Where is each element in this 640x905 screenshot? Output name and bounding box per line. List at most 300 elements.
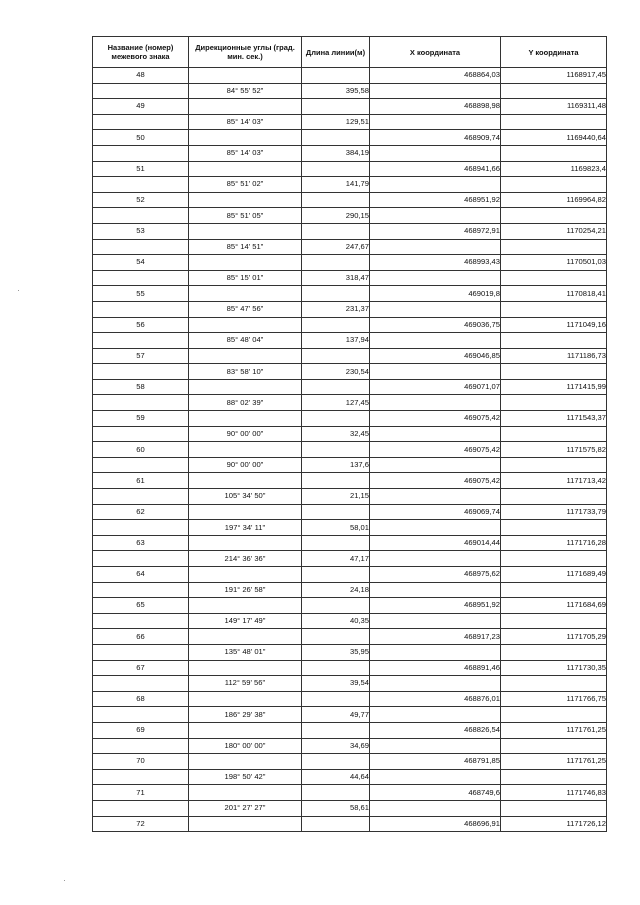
empty-cell: [370, 520, 501, 536]
point-name-cell: 61: [93, 473, 189, 489]
x-coordinate-cell: 469069,74: [370, 504, 501, 520]
point-name-cell: 71: [93, 785, 189, 801]
empty-cell: [501, 582, 607, 598]
empty-cell: [302, 504, 370, 520]
y-coordinate-cell: 1171049,16: [501, 317, 607, 333]
empty-cell: [501, 114, 607, 130]
empty-cell: [370, 395, 501, 411]
empty-cell: [189, 722, 302, 738]
x-coordinate-cell: 469019,8: [370, 286, 501, 302]
empty-cell: [302, 722, 370, 738]
point-name-cell: 50: [93, 130, 189, 146]
empty-cell: [370, 333, 501, 349]
line-row: [93, 676, 607, 692]
empty-cell: [93, 457, 189, 473]
line-length-cell: 318,47: [302, 270, 370, 286]
x-coordinate-cell: 468826,54: [370, 722, 501, 738]
line-row: [93, 520, 607, 536]
line-row: [93, 707, 607, 723]
empty-cell: [93, 301, 189, 317]
point-row: [93, 442, 607, 458]
point-row: [93, 379, 607, 395]
empty-cell: [302, 442, 370, 458]
empty-cell: [189, 255, 302, 271]
bearing-angle-cell: 201° 27' 27": [189, 800, 302, 816]
bearing-angle-cell: 90° 00' 00": [189, 457, 302, 473]
empty-cell: [93, 333, 189, 349]
bearing-angle-cell: 149° 17' 49": [189, 613, 302, 629]
empty-cell: [189, 598, 302, 614]
empty-cell: [93, 114, 189, 130]
empty-cell: [302, 473, 370, 489]
point-name-cell: 52: [93, 192, 189, 208]
empty-cell: [370, 208, 501, 224]
point-row: [93, 535, 607, 551]
x-coordinate-cell: 468876,01: [370, 691, 501, 707]
x-coordinate-cell: 468972,91: [370, 223, 501, 239]
bearing-angle-cell: 85° 14' 03": [189, 145, 302, 161]
line-length-cell: 247,67: [302, 239, 370, 255]
line-length-cell: 35,95: [302, 644, 370, 660]
y-coordinate-cell: 1168917,45: [501, 68, 607, 84]
empty-cell: [501, 707, 607, 723]
point-row: [93, 598, 607, 614]
empty-cell: [302, 629, 370, 645]
empty-cell: [370, 426, 501, 442]
y-coordinate-cell: 1171733,79: [501, 504, 607, 520]
empty-cell: [501, 551, 607, 567]
line-length-cell: 32,45: [302, 426, 370, 442]
point-row: [93, 504, 607, 520]
line-row: [93, 551, 607, 567]
empty-cell: [189, 411, 302, 427]
bearing-angle-cell: 90° 00' 00": [189, 426, 302, 442]
bearing-angle-cell: 186° 29' 38": [189, 707, 302, 723]
bearing-angle-cell: 85° 51' 05": [189, 208, 302, 224]
x-coordinate-cell: 469075,42: [370, 442, 501, 458]
empty-cell: [370, 644, 501, 660]
line-length-cell: 21,15: [302, 489, 370, 505]
point-name-cell: 57: [93, 348, 189, 364]
line-row: [93, 208, 607, 224]
empty-cell: [302, 379, 370, 395]
empty-cell: [501, 301, 607, 317]
line-length-cell: 395,58: [302, 83, 370, 99]
line-row: [93, 457, 607, 473]
x-coordinate-cell: 468749,6: [370, 785, 501, 801]
x-coordinate-cell: 469075,42: [370, 473, 501, 489]
bearing-angle-cell: 198° 50' 42": [189, 769, 302, 785]
empty-cell: [93, 800, 189, 816]
line-row: [93, 270, 607, 286]
x-coordinate-cell: 468864,03: [370, 68, 501, 84]
empty-cell: [93, 83, 189, 99]
header-length: Длина линии(м): [302, 37, 370, 68]
bearing-angle-cell: 83° 58' 10": [189, 364, 302, 380]
line-row: [93, 364, 607, 380]
empty-cell: [370, 270, 501, 286]
empty-cell: [501, 457, 607, 473]
x-coordinate-cell: 469014,44: [370, 535, 501, 551]
empty-cell: [370, 738, 501, 754]
header-angle: Дирекционные углы (град. мин. сек.): [189, 37, 302, 68]
empty-cell: [370, 301, 501, 317]
empty-cell: [302, 660, 370, 676]
x-coordinate-cell: 468696,91: [370, 816, 501, 832]
point-name-cell: 55: [93, 286, 189, 302]
empty-cell: [93, 395, 189, 411]
point-row: [93, 567, 607, 583]
empty-cell: [501, 83, 607, 99]
x-coordinate-cell: 468909,74: [370, 130, 501, 146]
empty-cell: [302, 411, 370, 427]
line-row: [93, 644, 607, 660]
line-row: [93, 239, 607, 255]
line-length-cell: 58,61: [302, 800, 370, 816]
empty-cell: [93, 769, 189, 785]
x-coordinate-cell: 468993,43: [370, 255, 501, 271]
y-coordinate-cell: 1170818,41: [501, 286, 607, 302]
header-x: X координата: [370, 37, 501, 68]
empty-cell: [501, 613, 607, 629]
x-coordinate-cell: 468951,92: [370, 192, 501, 208]
empty-cell: [501, 738, 607, 754]
bearing-angle-cell: 135° 48' 01": [189, 644, 302, 660]
bearing-angle-cell: 85° 15' 01": [189, 270, 302, 286]
point-name-cell: 53: [93, 223, 189, 239]
empty-cell: [501, 364, 607, 380]
empty-cell: [370, 769, 501, 785]
empty-cell: [302, 348, 370, 364]
empty-cell: [302, 535, 370, 551]
point-name-cell: 70: [93, 754, 189, 770]
empty-cell: [501, 270, 607, 286]
empty-cell: [189, 317, 302, 333]
empty-cell: [93, 676, 189, 692]
x-coordinate-cell: 468917,23: [370, 629, 501, 645]
empty-cell: [501, 769, 607, 785]
empty-cell: [189, 442, 302, 458]
empty-cell: [189, 286, 302, 302]
line-length-cell: 290,15: [302, 208, 370, 224]
empty-cell: [189, 567, 302, 583]
empty-cell: [302, 68, 370, 84]
point-name-cell: 49: [93, 99, 189, 115]
point-name-cell: 51: [93, 161, 189, 177]
empty-cell: [370, 800, 501, 816]
empty-cell: [370, 114, 501, 130]
point-name-cell: 68: [93, 691, 189, 707]
empty-cell: [189, 535, 302, 551]
empty-cell: [501, 520, 607, 536]
empty-cell: [370, 457, 501, 473]
empty-cell: [189, 754, 302, 770]
bearing-angle-cell: 105° 34' 50": [189, 489, 302, 505]
point-name-cell: 62: [93, 504, 189, 520]
y-coordinate-cell: 1170501,03: [501, 255, 607, 271]
point-row: [93, 99, 607, 115]
empty-cell: [302, 754, 370, 770]
empty-cell: [189, 504, 302, 520]
y-coordinate-cell: 1171726,12: [501, 816, 607, 832]
y-coordinate-cell: 1171705,29: [501, 629, 607, 645]
line-length-cell: 58,01: [302, 520, 370, 536]
empty-cell: [189, 379, 302, 395]
empty-cell: [189, 130, 302, 146]
empty-cell: [501, 208, 607, 224]
line-length-cell: 137,94: [302, 333, 370, 349]
bearing-angle-cell: 112° 59' 56": [189, 676, 302, 692]
y-coordinate-cell: 1171716,28: [501, 535, 607, 551]
line-row: [93, 738, 607, 754]
x-coordinate-cell: 468791,85: [370, 754, 501, 770]
line-row: [93, 83, 607, 99]
y-coordinate-cell: 1171684,69: [501, 598, 607, 614]
point-row: [93, 317, 607, 333]
empty-cell: [302, 161, 370, 177]
empty-cell: [189, 691, 302, 707]
empty-cell: [370, 489, 501, 505]
empty-cell: [189, 660, 302, 676]
empty-cell: [501, 800, 607, 816]
line-length-cell: 141,79: [302, 177, 370, 193]
empty-cell: [302, 255, 370, 271]
line-length-cell: 47,17: [302, 551, 370, 567]
line-length-cell: 49,77: [302, 707, 370, 723]
y-coordinate-cell: 1171543,37: [501, 411, 607, 427]
empty-cell: [501, 676, 607, 692]
empty-cell: [501, 333, 607, 349]
point-row: [93, 348, 607, 364]
empty-cell: [302, 691, 370, 707]
empty-cell: [302, 286, 370, 302]
line-length-cell: 384,19: [302, 145, 370, 161]
empty-cell: [370, 676, 501, 692]
empty-cell: [302, 223, 370, 239]
line-length-cell: 24,18: [302, 582, 370, 598]
point-row: [93, 411, 607, 427]
point-name-cell: 72: [93, 816, 189, 832]
empty-cell: [93, 426, 189, 442]
point-row: [93, 286, 607, 302]
y-coordinate-cell: 1171415,99: [501, 379, 607, 395]
point-row: [93, 754, 607, 770]
bearing-angle-cell: 84° 55' 52": [189, 83, 302, 99]
point-row: [93, 785, 607, 801]
x-coordinate-cell: 468975,62: [370, 567, 501, 583]
empty-cell: [370, 83, 501, 99]
empty-cell: [501, 239, 607, 255]
point-name-cell: 65: [93, 598, 189, 614]
y-coordinate-cell: 1169964,82: [501, 192, 607, 208]
empty-cell: [370, 613, 501, 629]
empty-cell: [93, 582, 189, 598]
point-row: [93, 68, 607, 84]
point-row: [93, 691, 607, 707]
x-coordinate-cell: 468941,66: [370, 161, 501, 177]
empty-cell: [370, 177, 501, 193]
line-length-cell: 129,51: [302, 114, 370, 130]
point-name-cell: 67: [93, 660, 189, 676]
empty-cell: [93, 239, 189, 255]
line-row: [93, 395, 607, 411]
bearing-angle-cell: 214° 36' 36": [189, 551, 302, 567]
bearing-angle-cell: 85° 51' 02": [189, 177, 302, 193]
bearing-angle-cell: 88° 02' 39": [189, 395, 302, 411]
bearing-angle-cell: 85° 14' 03": [189, 114, 302, 130]
bearing-angle-cell: 191° 26' 58": [189, 582, 302, 598]
line-row: [93, 800, 607, 816]
point-name-cell: 56: [93, 317, 189, 333]
empty-cell: [302, 816, 370, 832]
y-coordinate-cell: 1171689,49: [501, 567, 607, 583]
empty-cell: [189, 816, 302, 832]
empty-cell: [302, 99, 370, 115]
empty-cell: [370, 239, 501, 255]
empty-cell: [501, 395, 607, 411]
point-name-cell: 54: [93, 255, 189, 271]
empty-cell: [189, 473, 302, 489]
y-coordinate-cell: 1171186,73: [501, 348, 607, 364]
bearing-angle-cell: 85° 47' 56": [189, 301, 302, 317]
empty-cell: [93, 520, 189, 536]
line-length-cell: 230,54: [302, 364, 370, 380]
line-length-cell: 231,37: [302, 301, 370, 317]
empty-cell: [189, 348, 302, 364]
point-row: [93, 816, 607, 832]
bearing-angle-cell: 85° 14' 51": [189, 239, 302, 255]
line-row: [93, 177, 607, 193]
empty-cell: [501, 177, 607, 193]
empty-cell: [370, 551, 501, 567]
y-coordinate-cell: 1171761,25: [501, 722, 607, 738]
x-coordinate-cell: 468898,98: [370, 99, 501, 115]
x-coordinate-cell: 469046,85: [370, 348, 501, 364]
empty-cell: [501, 644, 607, 660]
y-coordinate-cell: 1169440,64: [501, 130, 607, 146]
line-length-cell: 34,69: [302, 738, 370, 754]
line-row: [93, 333, 607, 349]
empty-cell: [189, 161, 302, 177]
empty-cell: [501, 145, 607, 161]
line-row: [93, 114, 607, 130]
line-row: [93, 301, 607, 317]
point-row: [93, 255, 607, 271]
point-name-cell: 63: [93, 535, 189, 551]
point-name-cell: 69: [93, 722, 189, 738]
line-row: [93, 613, 607, 629]
empty-cell: [93, 489, 189, 505]
point-name-cell: 48: [93, 68, 189, 84]
empty-cell: [302, 785, 370, 801]
point-row: [93, 223, 607, 239]
line-row: [93, 769, 607, 785]
empty-cell: [370, 145, 501, 161]
point-name-cell: 64: [93, 567, 189, 583]
scan-speck: [18, 290, 19, 291]
empty-cell: [189, 99, 302, 115]
bearing-angle-cell: 180° 00' 00": [189, 738, 302, 754]
empty-cell: [93, 208, 189, 224]
empty-cell: [189, 223, 302, 239]
empty-cell: [189, 629, 302, 645]
y-coordinate-cell: 1169823,4: [501, 161, 607, 177]
y-coordinate-cell: 1169311,48: [501, 99, 607, 115]
empty-cell: [189, 192, 302, 208]
empty-cell: [189, 785, 302, 801]
empty-cell: [93, 551, 189, 567]
empty-cell: [93, 707, 189, 723]
point-row: [93, 660, 607, 676]
line-row: [93, 582, 607, 598]
y-coordinate-cell: 1170254,21: [501, 223, 607, 239]
line-length-cell: 39,54: [302, 676, 370, 692]
y-coordinate-cell: 1171713,42: [501, 473, 607, 489]
y-coordinate-cell: 1171746,83: [501, 785, 607, 801]
empty-cell: [370, 364, 501, 380]
scan-speck: [64, 880, 65, 881]
point-row: [93, 161, 607, 177]
header-name: Название (номер) межевого знака: [93, 37, 189, 68]
empty-cell: [302, 317, 370, 333]
line-length-cell: 137,6: [302, 457, 370, 473]
x-coordinate-cell: 469071,07: [370, 379, 501, 395]
empty-cell: [302, 598, 370, 614]
empty-cell: [93, 613, 189, 629]
point-name-cell: 59: [93, 411, 189, 427]
empty-cell: [302, 130, 370, 146]
empty-cell: [302, 192, 370, 208]
table-body: [93, 68, 607, 832]
x-coordinate-cell: 469036,75: [370, 317, 501, 333]
point-row: [93, 473, 607, 489]
empty-cell: [370, 707, 501, 723]
point-row: [93, 192, 607, 208]
empty-cell: [501, 489, 607, 505]
point-row: [93, 629, 607, 645]
empty-cell: [370, 582, 501, 598]
empty-cell: [189, 68, 302, 84]
point-name-cell: 58: [93, 379, 189, 395]
line-row: [93, 145, 607, 161]
line-row: [93, 489, 607, 505]
empty-cell: [93, 644, 189, 660]
y-coordinate-cell: 1171575,82: [501, 442, 607, 458]
x-coordinate-cell: 468951,92: [370, 598, 501, 614]
point-name-cell: 66: [93, 629, 189, 645]
empty-cell: [501, 426, 607, 442]
header-row: [93, 37, 607, 68]
header-y: Y координата: [501, 37, 607, 68]
x-coordinate-cell: 469075,42: [370, 411, 501, 427]
y-coordinate-cell: 1171761,25: [501, 754, 607, 770]
line-length-cell: 127,45: [302, 395, 370, 411]
point-name-cell: 60: [93, 442, 189, 458]
line-length-cell: 44,64: [302, 769, 370, 785]
line-length-cell: 40,35: [302, 613, 370, 629]
boundary-coordinates-table: [92, 36, 607, 832]
x-coordinate-cell: 468891,46: [370, 660, 501, 676]
bearing-angle-cell: 85° 48' 04": [189, 333, 302, 349]
empty-cell: [93, 177, 189, 193]
y-coordinate-cell: 1171730,35: [501, 660, 607, 676]
empty-cell: [93, 738, 189, 754]
y-coordinate-cell: 1171766,75: [501, 691, 607, 707]
point-row: [93, 130, 607, 146]
point-row: [93, 722, 607, 738]
bearing-angle-cell: 197° 34' 11": [189, 520, 302, 536]
empty-cell: [302, 567, 370, 583]
